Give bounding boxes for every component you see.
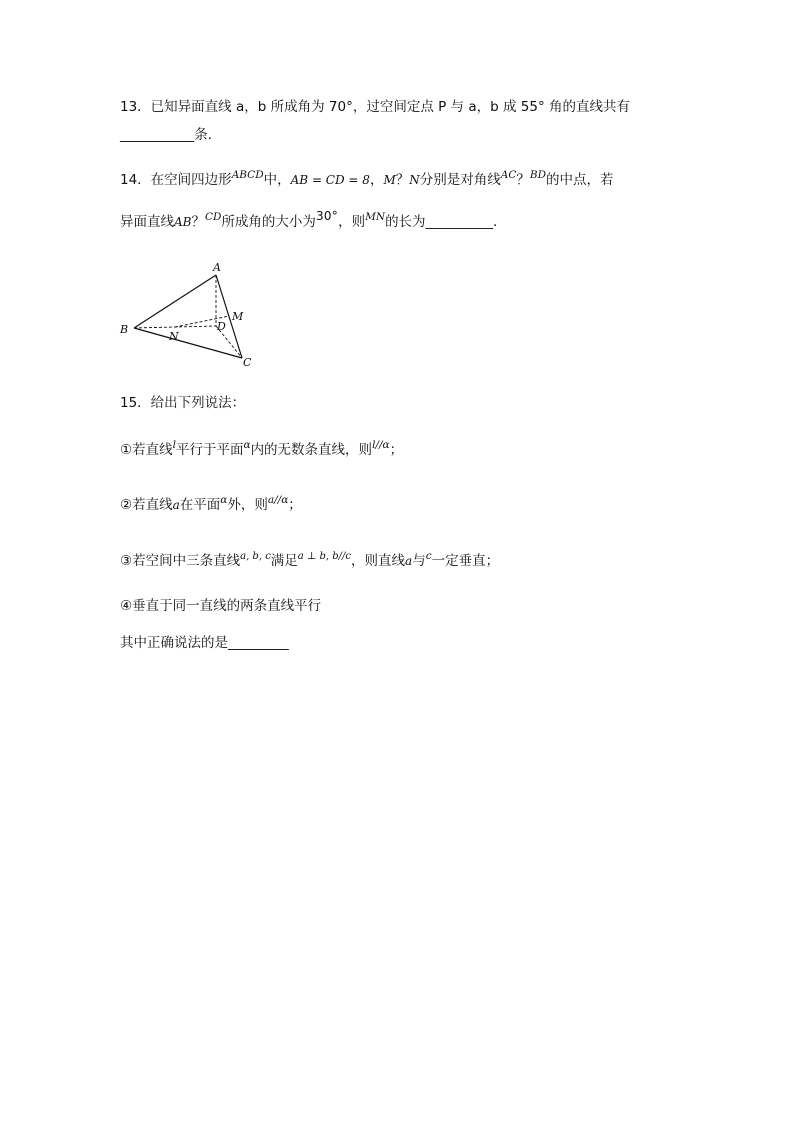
vertex-label-c: C (243, 356, 252, 369)
q13-line-1 (120, 97, 630, 117)
point-label-n: N (169, 330, 179, 343)
statement-text: ④垂直于同一直线的两条直线平行 (120, 598, 322, 614)
vertex-label-b: B (120, 323, 129, 336)
math-a: a (405, 554, 413, 568)
q14-text: 的中点，若 (546, 172, 614, 188)
q13-blank: ___________条． (120, 127, 222, 143)
math-l: l (172, 439, 176, 451)
q15-statement-2 (120, 495, 302, 516)
math-l-parallel-alpha: l//α (372, 439, 390, 451)
q15-statement-3 (120, 551, 499, 573)
math-c: c (425, 550, 432, 562)
q14-text: 的长为__________． (385, 214, 507, 230)
statement-text: 平行于平面 (175, 442, 244, 458)
statement-text: ； (389, 442, 404, 458)
q14-text: 14．在空间四边形 (120, 172, 232, 188)
math-abc: a, b, c (240, 551, 271, 562)
q14-text: 所成角的大小为 (221, 214, 316, 230)
edge-ab (134, 275, 216, 328)
math-a: a (172, 498, 180, 512)
vertex-label-d: D (217, 320, 226, 333)
math-a-parallel-alpha: a//α (267, 494, 289, 506)
statement-text: 满足 (270, 553, 298, 569)
math-m: M (383, 173, 396, 187)
q14-line-2 (120, 209, 507, 233)
statement-text: ； (288, 497, 302, 513)
q14-text: ？ (395, 172, 410, 188)
statement-text: ，则直线 (351, 553, 406, 569)
q14-text: ，则 (338, 214, 366, 230)
statement-text: ②若直线 (120, 497, 173, 513)
statement-text: ③若空间中三条直线 (120, 553, 241, 569)
q14-text: ？ (191, 214, 205, 230)
q13-line-2 (120, 125, 221, 145)
statement-text: 一定垂直； (431, 553, 500, 569)
math-n: N (409, 173, 420, 187)
statement-text: 外，则 (227, 497, 268, 513)
math-abcd: ABCD (231, 169, 264, 181)
math-30-degrees: 30° (315, 209, 339, 223)
statement-text: ①若直线 (120, 442, 173, 458)
q14-text: 中， (263, 172, 291, 188)
q14-text: 异面直线 (120, 214, 174, 230)
vertex-label-a: A (213, 261, 221, 274)
math-ac: AC (500, 169, 517, 181)
q15-statement-1 (120, 440, 403, 461)
q15-answer-line (120, 633, 289, 653)
math-alpha: α (243, 439, 251, 451)
math-bd: BD (529, 169, 546, 181)
math-mn: MN (365, 211, 386, 223)
statement-text: 在平面 (179, 497, 221, 513)
math-ab: AB (174, 215, 192, 229)
math-equation: AB = CD = 8 (290, 173, 370, 187)
answer-blank: 其中正确说法的是_________ (120, 635, 289, 651)
q14-text: ， (369, 172, 384, 188)
q14-text: ？ (516, 172, 530, 188)
q15-title-text: 15．给出下列说法： (120, 395, 246, 411)
math-alpha: α (220, 494, 228, 506)
statement-text: 内的无数条直线，则 (250, 442, 373, 458)
math-perp-parallel: a ⊥ b, b//c (297, 551, 352, 562)
statement-text: 与 (412, 553, 426, 569)
q15-statement-4 (120, 596, 321, 616)
point-label-m: M (232, 310, 244, 323)
math-cd: CD (204, 211, 222, 223)
q14-text: 分别是对角线 (419, 172, 501, 188)
q13-text: 13．已知异面直线 a，b 所成角为 70°，过空间定点 P 与 a，b 成 55° 角的直线共有 (120, 99, 630, 115)
q15-title (120, 393, 245, 413)
tetrahedron-figure (112, 258, 262, 370)
q14-line-1 (120, 170, 614, 191)
